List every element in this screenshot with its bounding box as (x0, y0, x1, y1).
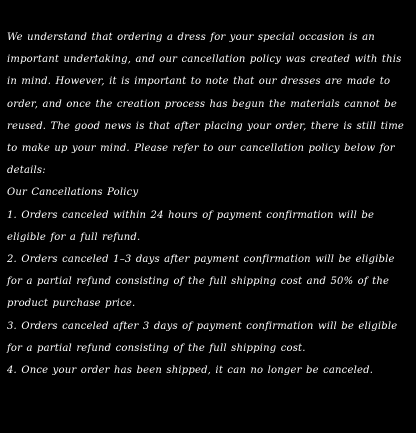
policy-item-2: 2. Orders canceled 1–3 days after payment confirmation will be eligible for a partial refund consisting of the full shipping cost and 50% of the product purchase price. (7, 254, 395, 310)
policy-item-4: 4. Once your order has been shipped, it can no longer be canceled. (7, 365, 374, 377)
intro-paragraph: We understand that ordering a dress for your special occasion is an important undertaking, and our cancellation policy was created with this in mind. However, it is important to note that our dresses are made to order, and once the creation process has begun the materials cannot be reused. The good news is that after placing your order, there is still time to make up your mind. Please refer to our cancellation policy below for details: (7, 32, 405, 177)
cancellation-policy-text (7, 27, 411, 382)
policy-item-3: 3. Orders canceled after 3 days of payment confirmation will be eligible for a partial refund consisting of the full shipping cost. (7, 320, 398, 354)
policy-item-1: 1. Orders canceled within 24 hours of payment confirmation will be eligible for a full refund. (7, 209, 375, 243)
policy-title: Our Cancellations Policy (7, 187, 139, 199)
